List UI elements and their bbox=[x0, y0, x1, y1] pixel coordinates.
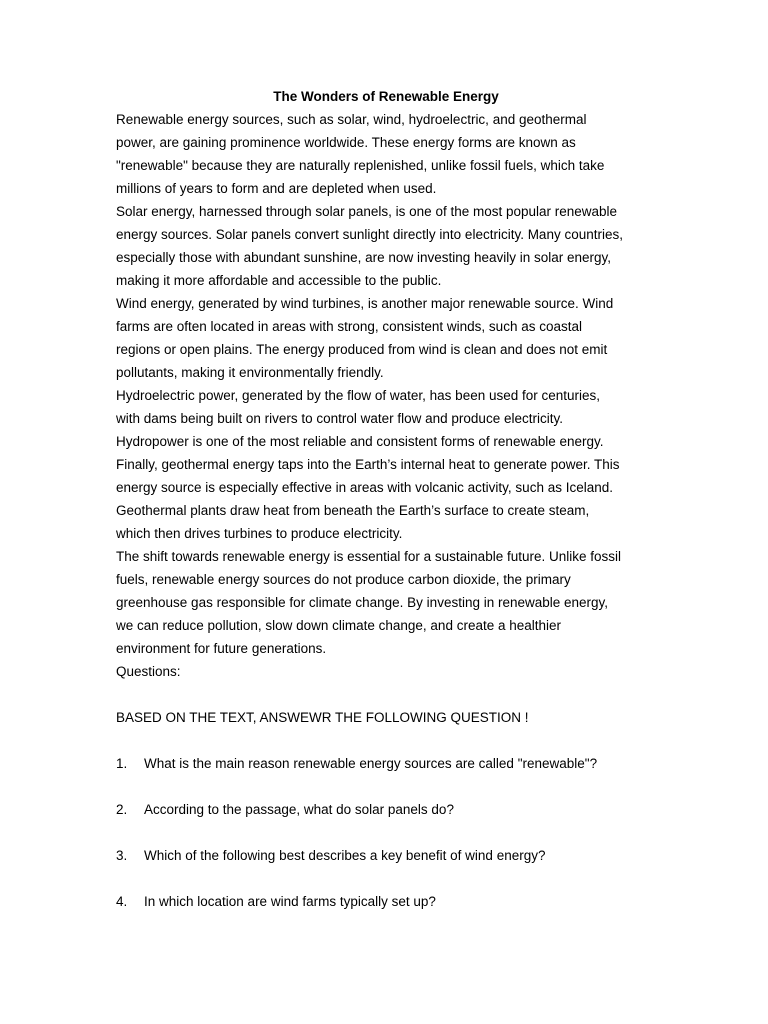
passage-line: which then drives turbines to produce electricity. bbox=[116, 526, 403, 541]
question-item bbox=[116, 752, 656, 775]
passage-line: "renewable" because they are naturally replenished, unlike fossil fuels, which take bbox=[116, 158, 605, 173]
passage-line: farms are often located in areas with strong, consistent winds, such as coastal bbox=[116, 319, 582, 334]
question-text: Which of the following best describes a key benefit of wind energy? bbox=[144, 848, 546, 863]
passage-line: regions or open plains. The energy produced from wind is clean and does not emit bbox=[116, 342, 608, 357]
passage bbox=[116, 108, 656, 683]
passage-line: Wind energy, generated by wind turbines, is another major renewable source. Wind bbox=[116, 296, 614, 311]
passage-line: Solar energy, harnessed through solar panels, is one of the most popular renewable bbox=[116, 204, 618, 219]
question-number: 3. bbox=[116, 848, 128, 863]
passage-line: Hydroelectric power, generated by the flow of water, has been used for centuries, bbox=[116, 388, 601, 403]
question-number: 1. bbox=[116, 756, 128, 771]
spacer bbox=[116, 683, 656, 706]
passage-line: environment for future generations. bbox=[116, 641, 327, 656]
passage-line: energy source is especially effective in areas with volcanic activity, such as Iceland. bbox=[116, 480, 613, 495]
passage-line: making it more affordable and accessible to the public. bbox=[116, 273, 442, 288]
passage-line: fuels, renewable energy sources do not produce carbon dioxide, the primary bbox=[116, 572, 571, 587]
question-text: In which location are wind farms typically set up? bbox=[144, 894, 436, 909]
passage-line: The shift towards renewable energy is essential for a sustainable future. Unlike fossil bbox=[116, 549, 622, 564]
instruction-text: BASED ON THE TEXT, ANSWEWR THE FOLLOWING QUESTION ! bbox=[116, 710, 529, 725]
passage-line: Hydropower is one of the most reliable and consistent forms of renewable energy. bbox=[116, 434, 604, 449]
question-list bbox=[116, 752, 656, 913]
document-title: The Wonders of Renewable Energy bbox=[273, 89, 499, 104]
spacer bbox=[116, 775, 656, 798]
questions-heading: Questions: bbox=[116, 664, 181, 679]
passage-line: millions of years to form and are depleted when used. bbox=[116, 181, 437, 196]
passage-line: greenhouse gas responsible for climate change. By investing in renewable energy, bbox=[116, 595, 609, 610]
passage-line: Geothermal plants draw heat from beneath the Earth’s surface to create steam, bbox=[116, 503, 590, 518]
passage-line: especially those with abundant sunshine, are now investing heavily in solar energy, bbox=[116, 250, 612, 265]
passage-line: Renewable energy sources, such as solar, wind, hydroelectric, and geothermal bbox=[116, 112, 587, 127]
passage-line: Finally, geothermal energy taps into the Earth’s internal heat to generate power. This bbox=[116, 457, 620, 472]
question-text: What is the main reason renewable energy sources are called "renewable"? bbox=[144, 756, 598, 771]
spacer bbox=[116, 821, 656, 844]
question-text: According to the passage, what do solar panels do? bbox=[144, 802, 454, 817]
passage-line: we can reduce pollution, slow down climate change, and create a healthier bbox=[116, 618, 562, 633]
spacer bbox=[116, 729, 656, 752]
passage-line: with dams being built on rivers to control water flow and produce electricity. bbox=[116, 411, 563, 426]
passage-line: energy sources. Solar panels convert sunlight directly into electricity. Many countries, bbox=[116, 227, 623, 242]
question-item bbox=[116, 890, 656, 913]
question-item bbox=[116, 844, 656, 867]
question-number: 4. bbox=[116, 894, 128, 909]
spacer bbox=[116, 867, 656, 890]
passage-line: power, are gaining prominence worldwide. These energy forms are known as bbox=[116, 135, 576, 150]
question-number: 2. bbox=[116, 802, 128, 817]
document-page bbox=[116, 85, 656, 913]
question-item bbox=[116, 798, 656, 821]
passage-line: pollutants, making it environmentally friendly. bbox=[116, 365, 384, 380]
